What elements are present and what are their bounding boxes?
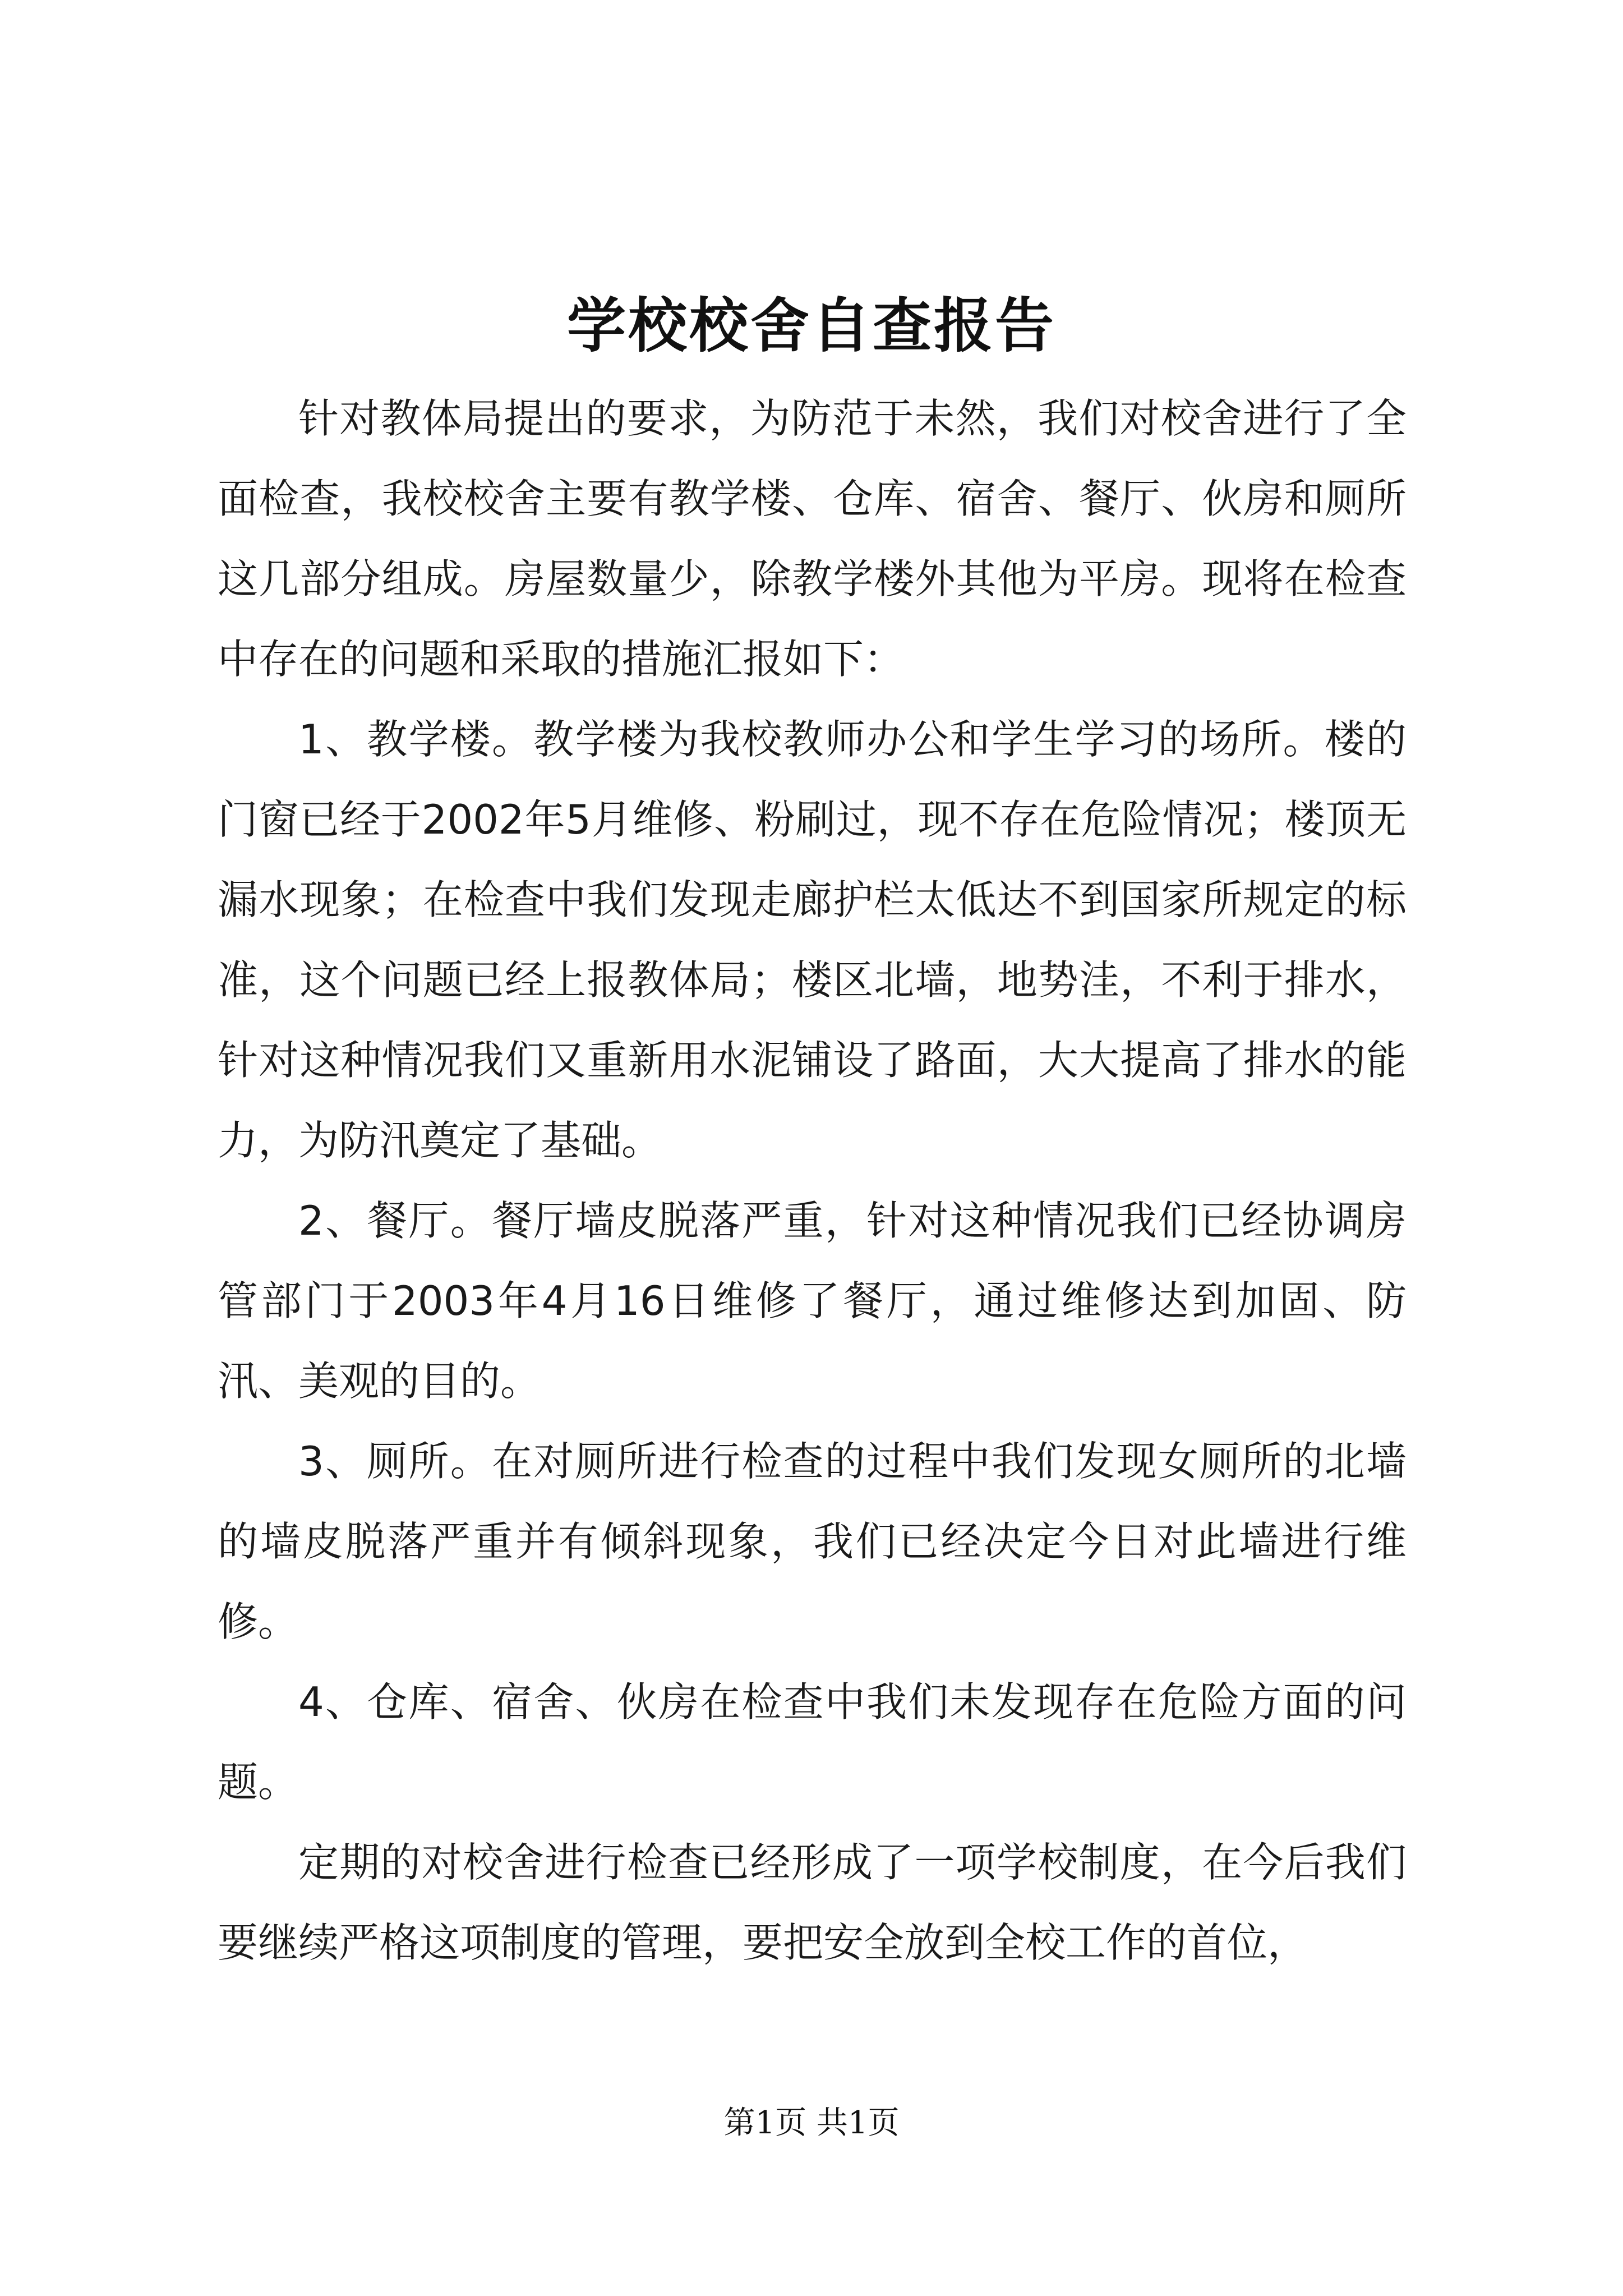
document-body: [218, 379, 1407, 1983]
document-title: 学校校舍自查报告: [566, 291, 1056, 360]
paragraph-conclusion: 定期的对校舍进行检查已经形成了一项学校制度，在今后我们要继续严格这项制度的管理，要把安全放到全校工作的首位，: [218, 1839, 1407, 1966]
paragraph-canteen: 2、餐厅。餐厅墙皮脱落严重，针对这种情况我们已经协调房管部门于2003年4月16日维修了餐厅，通过维修达到加固、防汛、美观的目的。: [218, 1197, 1407, 1405]
paragraph-teaching-building: 1、教学楼。教学楼为我校教师办公和学生学习的场所。楼的门窗已经于2002年5月维修、粉刷过，现不存在危险情况；楼顶无漏水现象；在检查中我们发现走廊护栏太低达不到国家所规定的标准，这个问题已经上报教体局；楼区北墙，地势洼，不利于排水，针对这种情况我们又重新用水泥铺设了路面，大大提高了排水的能力，为防汛奠定了基础。: [218, 716, 1407, 1164]
page-footer: 第1页 共1页: [723, 2105, 900, 2141]
paragraph-toilet: 3、厕所。在对厕所进行检查的过程中我们发现女厕所的北墙的墙皮脱落严重并有倾斜现象，我们已经决定今日对此墙进行维修。: [218, 1438, 1407, 1645]
paragraph-warehouse: 4、仓库、宿舍、伙房在检查中我们未发现存在危险方面的问题。: [218, 1678, 1407, 1806]
paragraph-intro: 针对教体局提出的要求，为防范于未然，我们对校舍进行了全面检查，我校校舍主要有教学楼、仓库、宿舍、餐厅、伙房和厕所这几部分组成。房屋数量少，除教学楼外其他为平房。现将在检查中存在的问题和采取的措施汇报如下：: [218, 395, 1407, 683]
